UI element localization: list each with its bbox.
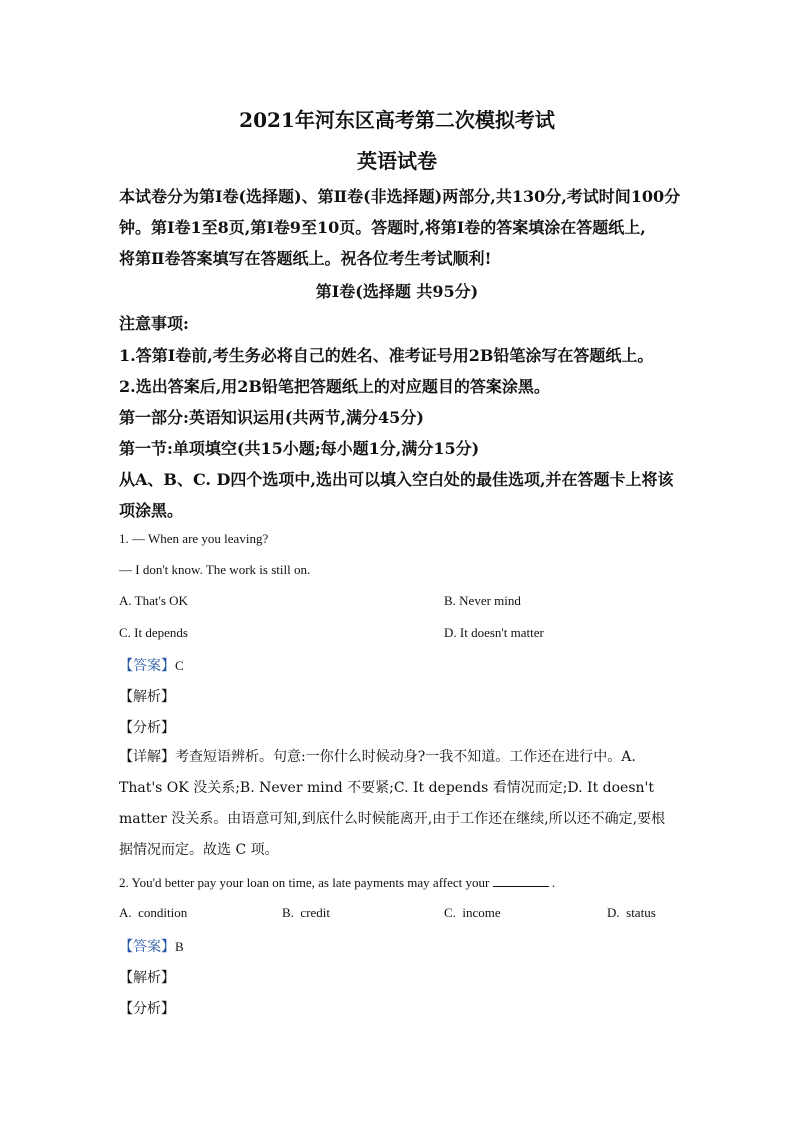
option-text: credit [300,905,331,920]
answer-label: 【答案】 [119,658,175,674]
intro-line-1: 本试卷分为第Ⅰ卷(选择题)、第Ⅱ卷(非选择题)两部分,共130分,考试时间100分 [119,187,681,206]
answer-label: 【答案】 [119,939,175,955]
answer-blank [493,874,549,887]
option-letter: C. [444,905,456,920]
answer-value: C [175,658,184,673]
q1-option-b: B. Never mind [444,593,521,608]
answer-value: B [175,939,184,954]
intro-line-3: 将第Ⅱ卷答案填写在答题纸上。祝各位考生考试顺利! [119,249,492,268]
notice-2: 2.选出答案后,用2B铅笔把答题纸上的对应题目的答案涂黑。 [119,377,550,396]
section-heading: 第一部分:英语知识运用(共两节,满分45分) [119,408,424,427]
q2-option-c [444,905,501,921]
option-letter: D. [607,905,620,920]
option-text: condition [138,905,188,920]
detail-text: 考查短语辨析。句意:一你什么时候动身?一我不知道。工作还在进行中。A. That's OK 没关系;B. Never mind 不要紧;C. It depends 看情况而定;D. It doesn't matter 没关系。由语意可知,到底什么时候能离开,由于工作还在继续,所以还不确定,要根据情况而定。故选 C 项。 [119,749,666,858]
q2-option-d [607,905,656,921]
exam-subtitle: 英语试卷 [357,149,437,173]
instruction-line-1: 从A、B、C. D四个选项中,选出可以填入空白处的最佳选项,并在答题卡上将该 [119,470,674,489]
option-letter: A. [119,905,132,920]
q2-option-a [119,905,187,921]
q1-option-c: C. It depends [119,625,188,640]
exam-title: 2021年河东区高考第二次模拟考试 [239,108,555,132]
detail-label: 【详解】 [119,749,175,765]
q1-fenxi-label: 【分析】 [119,720,175,736]
q1-stem-line-1: 1. — When are you leaving? [119,531,269,546]
q2-answer [119,936,184,956]
q2-stem [119,874,555,891]
q1-option-d: D. It doesn't matter [444,625,544,640]
q1-stem-line-2: — I don't know. The work is still on. [119,562,311,577]
q2-fenxi-label: 【分析】 [119,1001,175,1017]
notice-heading: 注意事项: [119,314,189,333]
q1-option-a: A. That's OK [119,593,188,608]
instruction-line-2: 项涂黑。 [119,501,184,520]
option-text: income [462,905,501,920]
intro-line-2: 钟。第Ⅰ卷1至8页,第Ⅰ卷9至10页。答题时,将第Ⅰ卷的答案填涂在答题纸上, [119,218,646,237]
notice-1: 1.答第Ⅰ卷前,考生务必将自己的姓名、准考证号用2B铅笔涂写在答题纸上。 [119,346,654,365]
q1-answer [119,655,184,675]
subsection-heading: 第一节:单项填空(共15小题;每小题1分,满分15分) [119,439,480,458]
option-letter: B. [282,905,294,920]
q2-analysis-label: 【解析】 [119,970,175,986]
q1-detail [119,742,675,866]
q2-stem-end: . [551,875,556,890]
q2-option-b [282,905,330,921]
option-text: status [626,905,656,920]
part-heading: 第Ⅰ卷(选择题 共95分) [315,282,479,301]
q1-analysis-label: 【解析】 [119,689,175,705]
q2-stem-text: 2. You'd better pay your loan on time, as late payments may affect your [119,875,490,890]
